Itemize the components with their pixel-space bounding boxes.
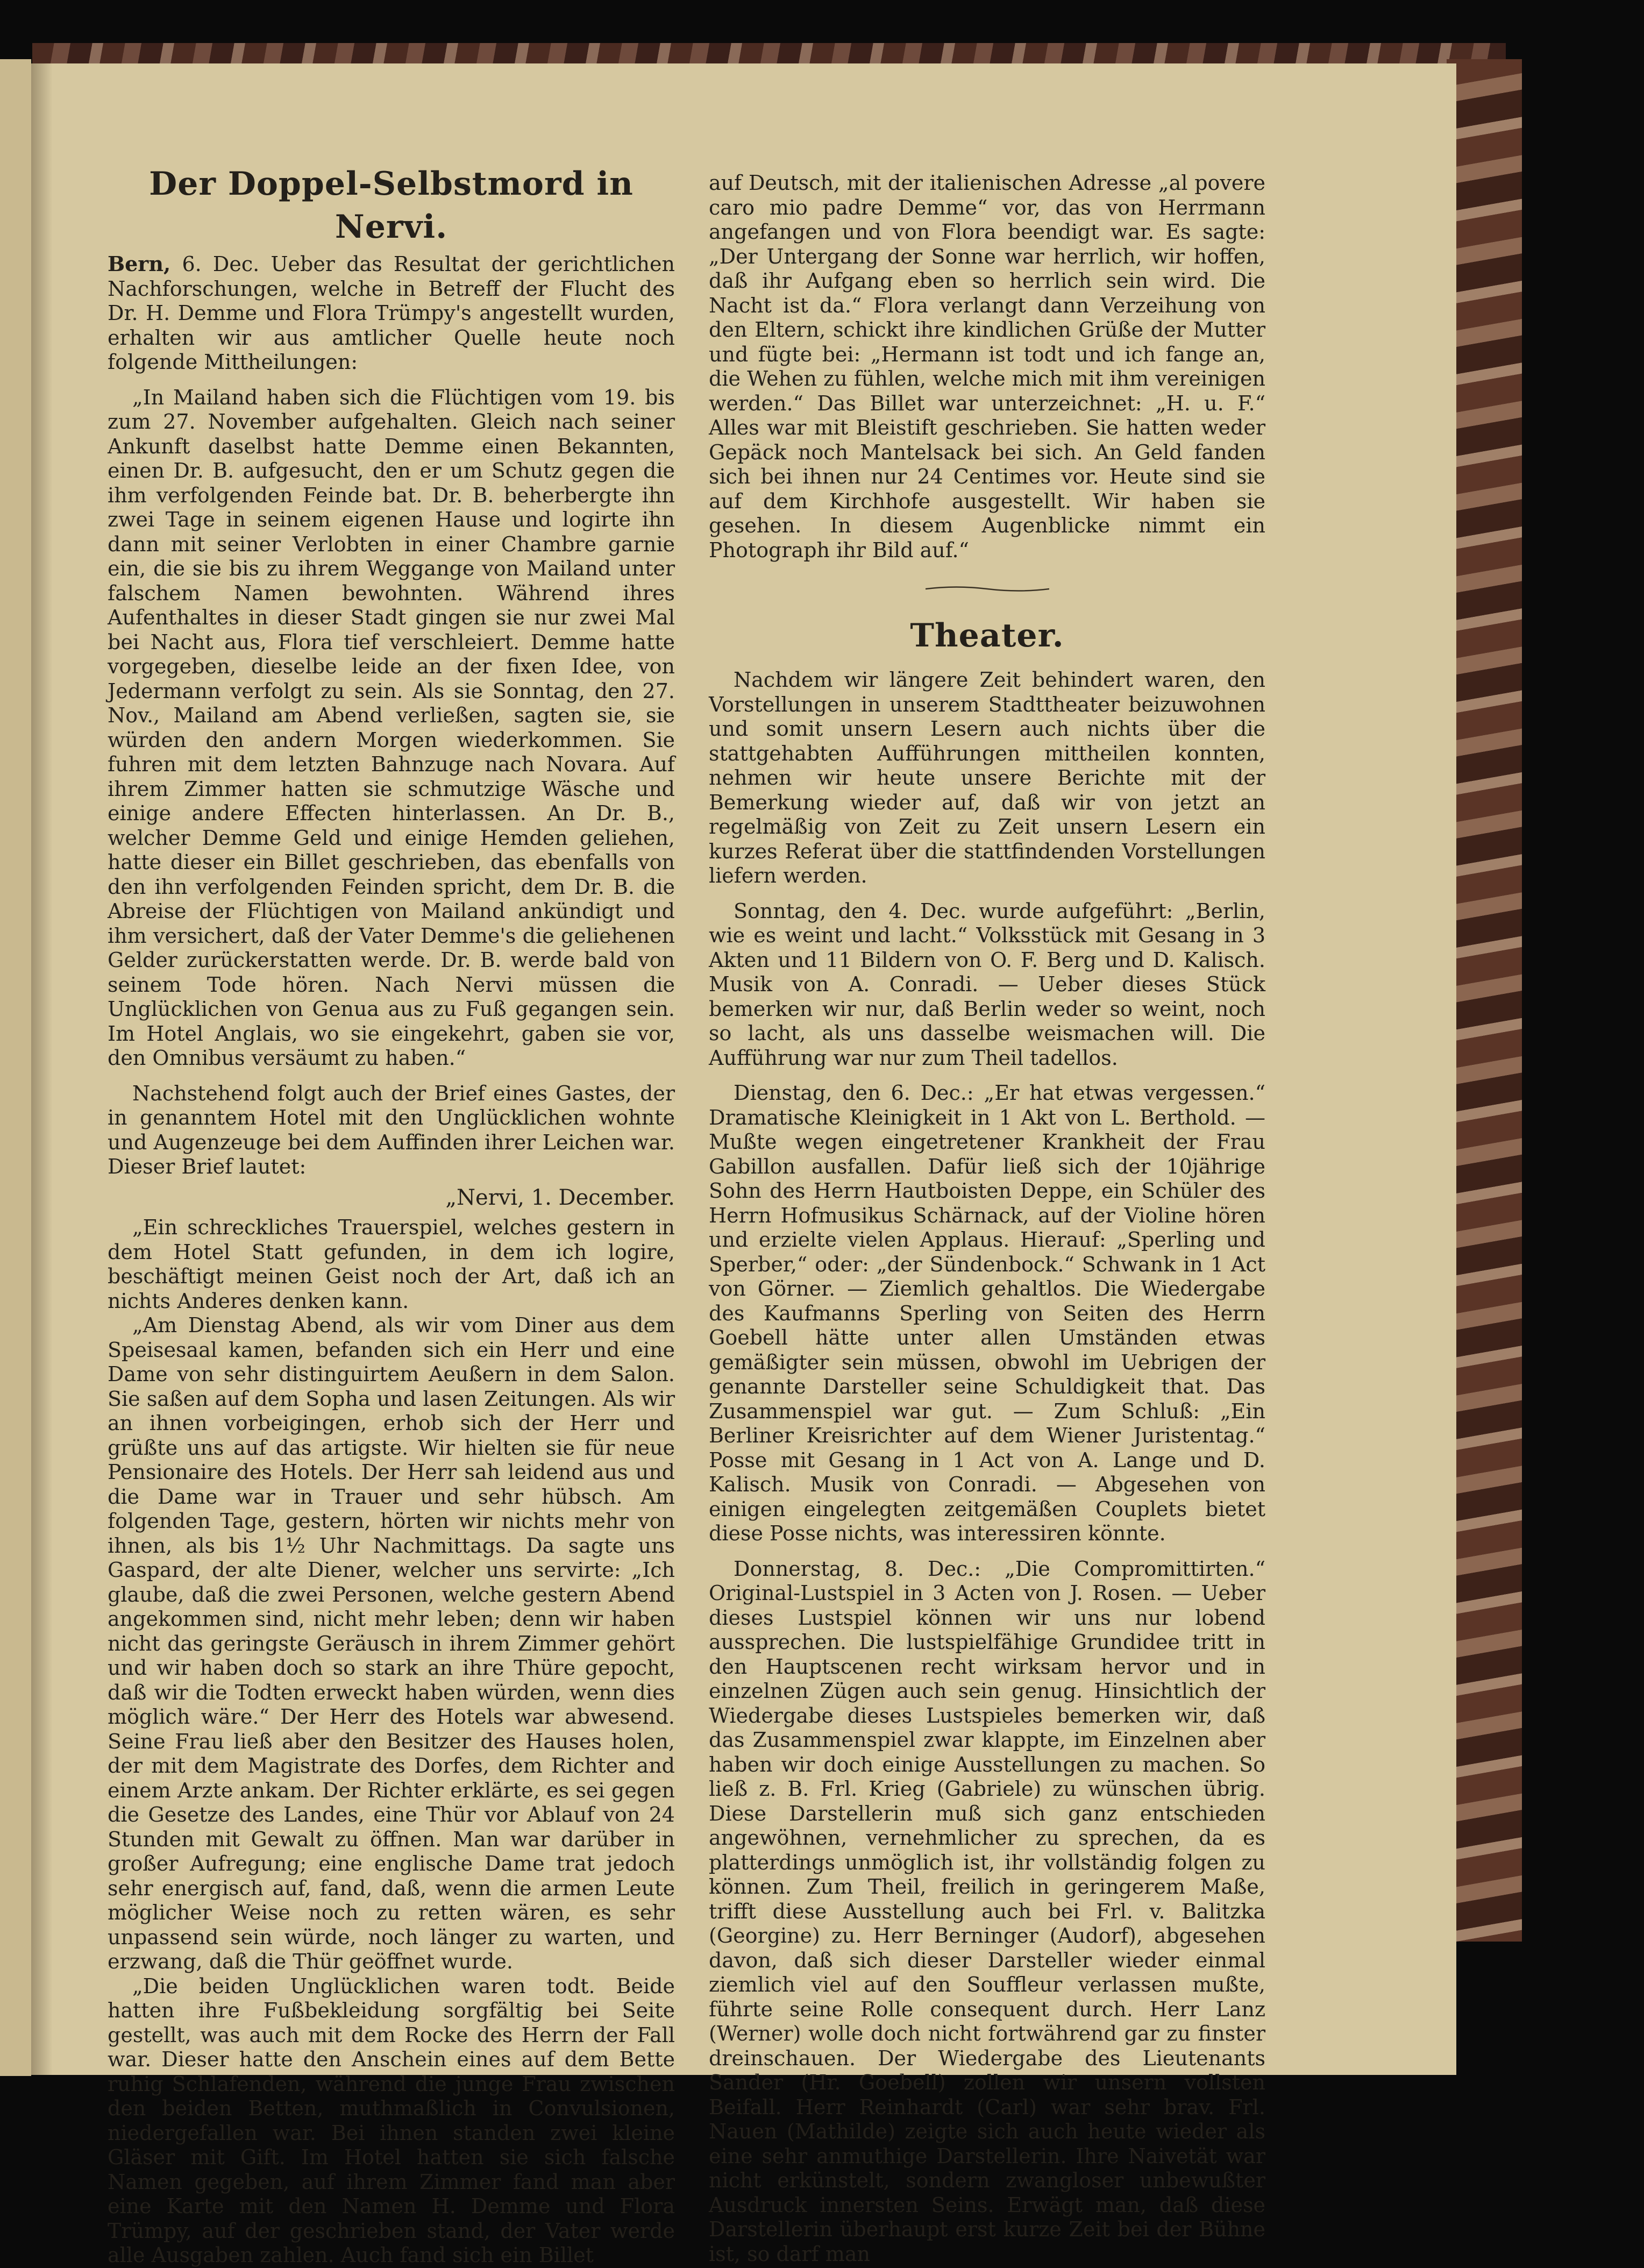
book-binding-edge — [1447, 59, 1522, 1942]
article-title-theater: Theater. — [910, 617, 1064, 655]
article-paragraph: Nachstehend folgt auch der Brief eines Gastes, der in genanntem Hotel mit den Unglücklichen wohnte und Augenzeuge bei dem Auffinden ihrer Leichen war. Dieser Brief lautet: — [108, 1081, 675, 1178]
section-divider — [926, 585, 1049, 593]
article-paragraph: Dienstag, den 6. Dec.: „Er hat etwas vergessen.“ Dramatische Kleinigkeit in 1 Akt von L. Berthold. — Mußte wegen eingetretener Krankheit der Frau Gabillon ausfallen. Dafür ließ sich der 10jährige Sohn des Herrn Hautboisten Deppe, ein Schüler des Herrn Hofmusikus Schärnack, auf der Violine hören und erzielte vielen Applaus. Hierauf: „Sperling und Sperber,“ oder: „der Sündenbock.“ Schwank in 1 Act von Görner. — Ziemlich gehaltlos. Die Wiedergabe des Kaufmanns Sperling von Seiten des Herrn Goebell hätte unter allen Umständen etwas gemäßigter sein müssen, obwohl im Uebrigen der genannte Darsteller seine Schuldigkeit that. Das Zusammenspiel war gut. — Zum Schluß: „Ein Berliner Kreisrichter auf dem Wiener Juristentag.“ Posse mit Gesang in 1 Act von A. Lange und D. Kalisch. Musik von Conradi. — Abgesehen von einigen eingelegten zeitgemäßen Couplets bietet diese Posse nichts, was interessiren könnte. — [709, 1081, 1265, 1545]
article-paragraph: Sonntag, den 4. Dec. wurde aufgeführt: „Berlin, wie es weint und lacht.“ Volksstück mit Gesang in 3 Akten und 11 Bildern von O. F. Berg und D. Kalisch. Musik von A. Conradi. — Ueber dieses Stück bemerken wir nur, daß Berlin weder so weint, noch so lacht, als uns dasselbe weismachen will. Die Aufführung war nur zum Theil tadellos. — [709, 899, 1265, 1070]
letter-dateline: „Nervi, 1. December. — [445, 1185, 675, 1210]
article-continuation: auf Deutsch, mit der italienischen Adresse „al povere caro mio padre Demme“ vor, das von Herrmann angefangen und von Flora beendigt war. Es sagte: „Der Untergang der Sonne war herrlich, wir hoffen, daß ihr Aufgang eben so herrlich sein wird. Die Nacht ist da.“ Flora verlangt dann Verzeihung von den Eltern, schickt ihre kindlichen Grüße der Mutter und fügte bei: „Hermann ist todt und ich fange an, die Wehen zu fühlen, welche mich mit ihm vereinigen werden.“ Das Billet war unterzeichnet: „H. u. F.“ Alles war mit Bleistift geschrieben. Sie hatten weder Gepäck noch Mantelsack bei sich. An Geld fanden sich bei ihnen nur 24 Centimes vor. Heute sind sie auf dem Kirchhofe ausgestellt. Wir haben sie gesehen. In diesem Augenblicke nimmt ein Photograph ihr Bild auf.“ — [709, 171, 1265, 562]
article-paragraph: Nachdem wir längere Zeit behindert waren, den Vorstellungen in unserem Stadttheater beizuwohnen und somit unsern Lesern auch nichts über die stattgehabten Aufführungen mittheilen konnten, nehmen wir heute unsere Berichte mit der Bemerkung wieder auf, daß wir von jetzt an regelmäßig von Zeit zu Zeit unsern Lesern ein kurzes Referat über die stattfindenden Vorstellungen liefern werden. — [709, 668, 1265, 887]
lead-word: Bern, — [108, 252, 171, 276]
right-column — [709, 171, 1265, 2266]
gutter-shadow — [31, 63, 53, 2075]
facing-page-edge — [0, 59, 31, 2076]
article-paragraph: Donnerstag, 8. Dec.: „Die Compromittirten.“ Original-Lustspiel in 3 Acten von J. Rosen. — Ueber dieses Lustspiel können wir uns nur lobend aussprechen. Die lustspielfähige Grundidee tritt in den Hauptscenen recht wirksam hervor und in einzelnen Zügen auch sein genug. Hinsichtlich der Wiedergabe dieses Lustspieles bemerken wir, daß das Zusammenspiel zwar klappte, im Einzelnen aber haben wir doch einige Ausstellungen zu machen. So ließ z. B. Frl. Krieg (Gabriele) zu wünschen übrig. Diese Darstellerin muß sich ganz entschieden angewöhnen, vernehmlicher zu sprechen, da es platterdings unmöglich ist, ihr vollständig folgen zu können. Zum Theil, freilich in geringerem Maße, trifft diese Ausstellung auch bei Frl. v. Balitzka (Georgine) zu. Herr Berninger (Audorf), abgesehen davon, daß sich dieser Darsteller wieder einmal ziemlich viel auf den Souffleur verlassen mußte, führte seine Rolle consequent durch. Herr Lanz (Werner) wolle doch nicht fortwährend gar zu finster dreinschauen. Der Wiedergabe des Lieutenants Sander (Hr. Goebell) zollen wir unsern vollsten Beifall. Herr Reinhardt (Carl) war sehr brav. Frl. Nauen (Mathilde) zeigte sich auch heute wieder als eine sehr anmuthige Darstellerin. Ihre Naivetät war nicht erkünstelt, sondern zwangloser unbewußter Ausdruck innersten Seins. Erwägt man, daß diese Darstellerin überhaupt erst kurze Zeit bei der Bühne ist, so darf man — [709, 1556, 1265, 2266]
article-paragraph: „Ein schreckliches Trauerspiel, welches gestern in dem Hotel Statt gefunden, in dem ich logire, beschäftigt meinen Geist noch der Art, daß ich an nichts Anderes denken kann. — [108, 1215, 675, 1313]
article-paragraph: „In Mailand haben sich die Flüchtigen vom 19. bis zum 27. November aufgehalten. Gleich nach seiner Ankunft daselbst hatte Demme einen Bekannten, einen Dr. B. aufgesucht, den er um Schutz gegen die ihm verfolgenden Feinde bat. Dr. B. beherbergte ihn zwei Tage in seinem eigenen Hause und logirte ihn dann mit seiner Verlobten in einer Chambre garnie ein, die sie bis zu ihrem Weggange von Mailand unter falschem Namen bewohnten. Während ihres Aufenthaltes in dieser Stadt gingen sie nur zwei Mal bei Nacht aus, Flora tief verschleiert. Demme hatte vorgegeben, dieselbe leide an der fixen Idee, von Jedermann verfolgt zu sein. Als sie Sonntag, den 27. Nov., Mailand am Abend verließen, sagten sie, sie würden den andern Morgen wiederkommen. Sie fuhren mit dem letzten Bahnzuge nach Novara. Auf ihrem Zimmer hatten sie schmutzige Wäsche und einige andere Effecten hinterlassen. An Dr. B., welcher Demme Geld und einige Hemden geliehen, hatte dieser ein Billet geschrieben, das ebenfalls von den ihn verfolgenden Feinden spricht, dem Dr. B. die Abreise der Flüchtigen von Mailand ankündigt und ihm versichert, daß der Vater Demme's die geliehenen Gelder zurückerstatten werde. Dr. B. werde bald von seinem Tode hören. Nach Nervi müssen die Unglücklichen von Genua aus zu Fuß gegangen sein. Im Hotel Anglais, wo sie eingekehrt, gaben sie vor, den Omnibus versäumt zu haben.“ — [108, 385, 675, 1070]
article-title-doppel-selbstmord: Der Doppel-Selbstmord in Nervi. — [149, 165, 634, 246]
left-column — [108, 167, 675, 2268]
article-paragraph: „Am Dienstag Abend, als wir vom Diner aus dem Speisesaal kamen, befanden sich ein Herr und eine Dame von sehr distinguirtem Aeußern in dem Salon. Sie saßen auf dem Sopha und lasen Zeitungen. Als wir an ihnen vorbeigingen, erhob sich der Herr und grüßte uns auf das artigste. Wir hielten sie für neue Pensionaire des Hotels. Der Herr sah leidend aus und die Dame war in Trauer und sehr hübsch. Am folgenden Tage, gestern, hörten wir nichts mehr von ihnen, als bis 1½ Uhr Nachmittags. Da sagte uns Gaspard, der alte Diener, welcher uns servirte: „Ich glaube, daß die zwei Personen, welche gestern Abend angekommen sind, nicht mehr leben; denn wir haben nicht das geringste Geräusch in ihrem Zimmer gehört und wir haben doch so stark an ihre Thüre gepocht, daß wir die Todten erweckt haben würden, wenn dies möglich wäre.“ Der Herr des Hotels war abwesend. Seine Frau ließ aber den Besitzer des Hauses holen, der mit dem Magistrate des Dorfes, dem Richter and einem Arzte ankam. Der Richter erklärte, es sei gegen die Gesetze des Landes, eine Thür vor Ablauf von 24 Stunden mit Gewalt zu öffnen. Man war darüber in großer Aufregung; eine englische Dame trat jedoch sehr energisch auf, fand, daß, wenn die armen Leute möglicher Weise noch zu retten wären, es sehr unpassend sein würde, noch länger zu warten, und erzwang, daß die Thür geöffnet wurde. — [108, 1313, 675, 1973]
paragraph-text: 6. Dec. Ueber das Resultat der gerichtlichen Nachforschungen, welche in Betreff der Flucht des Dr. H. Demme und Flora Trümpy's angestellt wurden, erhalten wir aus amtlicher Quelle heute noch folgende Mittheilungen: — [108, 252, 675, 374]
article-paragraph — [108, 252, 675, 375]
article-paragraph: „Die beiden Unglücklichen waren todt. Beide hatten ihre Fußbekleidung sorgfältig bei Seite gestellt, was auch mit dem Rocke des Herrn der Fall war. Dieser hatte den Anschein eines auf dem Bette ruhig Schlafenden, während die junge Frau zwischen den beiden Betten, muthmaßlich in Convulsionen, niedergefallen war. Bei ihnen standen zwei kleine Gläser mit Gift. Im Hotel hatten sie sich falsche Namen gegeben, auf ihrem Zimmer fand man aber eine Karte mit den Namen H. Demme und Flora Trümpy, auf der geschrieben stand, der Vater werde alle Ausgaben zahlen. Auch fand sich ein Billet — [108, 1974, 675, 2267]
